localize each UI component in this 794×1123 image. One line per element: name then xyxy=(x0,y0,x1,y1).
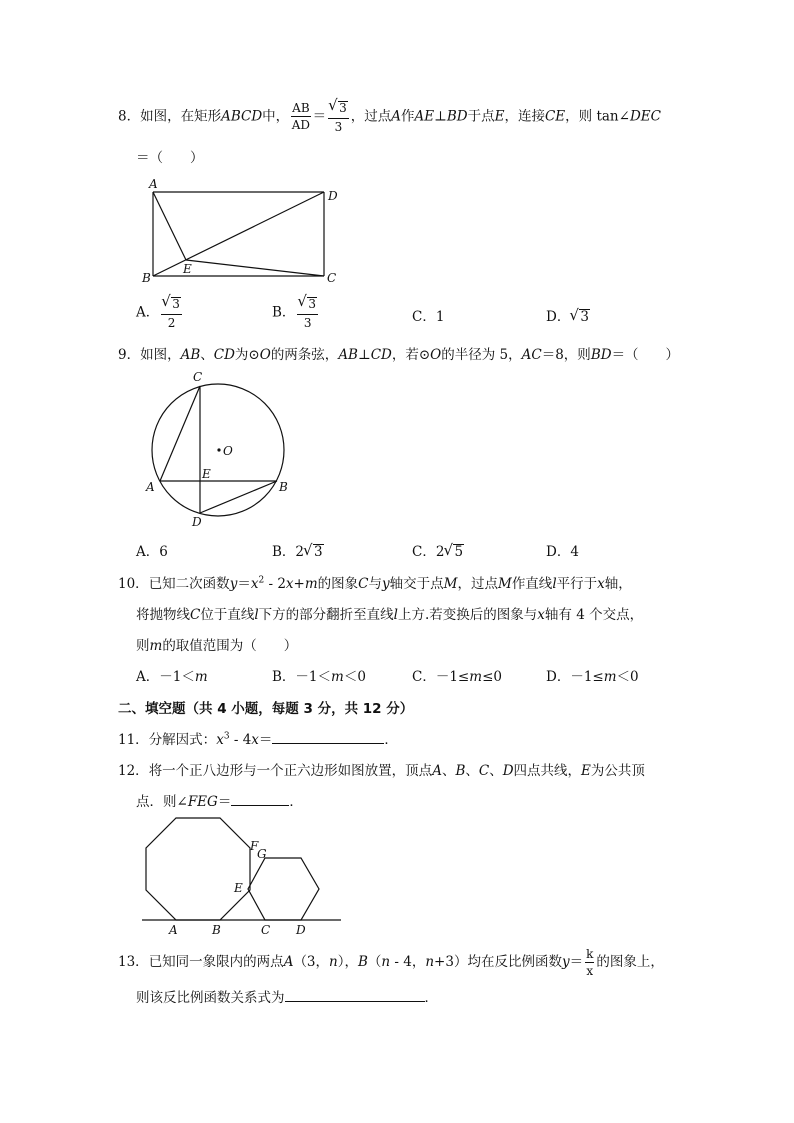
q10-stem-line2: 将抛物线C位于直线l下方的部分翻折至直线l上方.若变换后的图象与x轴有 4 个交点， xyxy=(136,607,644,623)
q10-stem-line3: 则m的取值范围为（ ） xyxy=(136,638,298,654)
k-over-x-fraction: $\frac{k}{x}$ xyxy=(586,947,594,978)
q11-stem: 11．分解因式：$x^3 - 4x=$ ． xyxy=(118,731,398,748)
q8-segment-ae xyxy=(153,192,186,260)
q12-regular-hexagon xyxy=(248,858,319,920)
q8-stem-line1: 8．如图，在矩形ABCD中， $\frac{AB}{AD}$ ＝ √ $\frac{3}{3}$ ，过点A作AE⊥BD于点E，连接CE，则 tan∠DEC xyxy=(118,101,661,133)
q8-stem-line2: ＝（ ） xyxy=(136,150,204,166)
ab-over-ad-fraction: $\frac{AB}{AD}$ xyxy=(291,101,311,133)
q12-stem-line2: 点．则∠FEG＝ ． xyxy=(136,794,303,810)
q8-option-d[interactable]: D．√ 3 xyxy=(546,305,590,326)
q8-diagonal-bd xyxy=(153,192,324,276)
q12-label-b: B xyxy=(212,923,221,937)
q8-label-c: C xyxy=(327,271,337,285)
q12-label-g: G xyxy=(257,847,267,861)
q9-circle-figure xyxy=(140,368,300,533)
q12-regular-octagon xyxy=(146,818,250,920)
q9-segment-bd xyxy=(200,481,277,513)
q12-label-f: F xyxy=(250,839,259,853)
q12-answer-blank[interactable] xyxy=(231,793,289,806)
q8-option-b[interactable]: B． √ $\frac{3}{3}$ xyxy=(272,297,320,329)
q12-label-e: E xyxy=(234,881,243,895)
q9-center-dot xyxy=(217,448,220,451)
q10-stem-line1: 10．已知二次函数$y=x^2 - 2x+m$的图象C与y轴交于点M，过点M作直线l平行于x轴， xyxy=(118,575,632,592)
q9-segment-ac xyxy=(160,386,200,481)
q12-label-a: A xyxy=(169,923,178,937)
q9-label-c: C xyxy=(193,370,203,384)
q9-label-b: B xyxy=(279,480,288,494)
q9-option-b[interactable]: B．2√ 3 xyxy=(272,540,324,561)
q13-stem-line2: 则该反比例函数关系式为 ． xyxy=(136,990,438,1006)
q9-label-o: O xyxy=(223,444,233,458)
q10-option-a[interactable]: A．－1＜m xyxy=(136,669,208,685)
q8-option-c[interactable]: C．1 xyxy=(412,309,445,325)
q11-answer-blank[interactable] xyxy=(272,731,384,744)
q8-segment-ce xyxy=(186,260,324,276)
q12-polygons-figure xyxy=(138,816,348,940)
q8-label-e: E xyxy=(183,262,192,276)
q12-stem-line1: 12．将一个正八边形与一个正六边形如图放置，顶点A、B、C、D四点共线，E为公共顶 xyxy=(118,763,645,779)
q13-stem-line1: 13．已知同一象限内的两点A（3，n），B（n - 4，n+3）均在反比例函数y＝ $\frac{k}{x}$ 的图象上， xyxy=(118,947,664,978)
q8-label-d: D xyxy=(328,189,338,203)
q12-label-c: C xyxy=(261,923,271,937)
q8-option-a[interactable]: A． √ $\frac{3}{2}$ xyxy=(136,297,184,329)
q10-option-b[interactable]: B．－1＜m＜0 xyxy=(272,669,366,685)
q10-option-c[interactable]: C．－1≤m≤0 xyxy=(412,669,502,685)
q9-label-d: D xyxy=(192,515,202,529)
q9-label-a: A xyxy=(146,480,155,494)
root3-over-3-fraction: √ $\frac{3}{3}$ xyxy=(328,101,349,133)
q9-option-d[interactable]: D．4 xyxy=(546,544,579,560)
q8-label-b: B xyxy=(142,271,151,285)
q9-label-e: E xyxy=(202,467,211,481)
q8-label-a: A xyxy=(149,177,158,191)
q8-rectangle-figure xyxy=(140,176,350,286)
q12-label-d: D xyxy=(296,923,306,937)
q9-option-a[interactable]: A．6 xyxy=(136,544,168,560)
q9-option-c[interactable]: C．2√ 5 xyxy=(412,540,464,561)
section-heading-fill-in: 二、填空题（共 4 小题，每题 3 分，共 12 分） xyxy=(118,701,414,717)
q10-option-d[interactable]: D．－1≤m＜0 xyxy=(546,669,639,685)
q13-answer-blank[interactable] xyxy=(285,989,425,1002)
q9-stem: 9．如图，AB、CD为⊙O的两条弦，AB⊥CD，若⊙O的半径为 5，AC＝8，则BD＝（ ） xyxy=(118,347,680,363)
